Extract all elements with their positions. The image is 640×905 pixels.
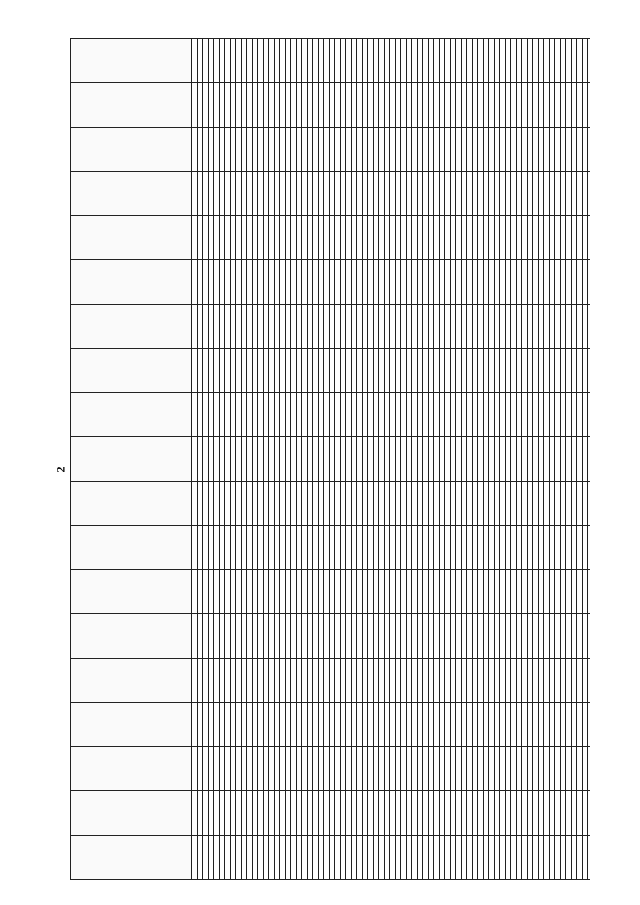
column-header	[71, 570, 192, 614]
column-header	[71, 658, 192, 702]
column-header	[71, 127, 192, 171]
table-cell	[588, 172, 591, 216]
table-cell	[588, 393, 591, 437]
table-cell	[588, 614, 591, 658]
table-cell	[588, 39, 591, 84]
column-header	[71, 614, 192, 658]
table-cell	[588, 349, 591, 393]
column-header	[71, 83, 192, 127]
table-cell	[588, 304, 591, 348]
column-header	[71, 393, 192, 437]
column-header	[71, 260, 192, 304]
column-header	[71, 216, 192, 260]
column-header	[71, 747, 192, 791]
column-header	[71, 304, 192, 348]
page-number: 2	[53, 466, 68, 473]
column-header	[71, 172, 192, 216]
table-cell	[588, 703, 591, 747]
table-cell	[588, 791, 591, 835]
column-header	[71, 481, 192, 525]
table-cell	[588, 658, 591, 702]
table-cell	[588, 216, 591, 260]
table-cell	[588, 437, 591, 481]
table-row	[588, 39, 591, 880]
column-header	[71, 39, 192, 84]
table-cell	[588, 127, 591, 171]
column-header	[71, 835, 192, 879]
table-body	[192, 39, 591, 880]
table-cell	[588, 835, 591, 879]
table-cell	[588, 570, 591, 614]
column-header	[71, 437, 192, 481]
table-cell	[588, 83, 591, 127]
table-cell	[588, 526, 591, 570]
table-cell	[588, 260, 591, 304]
column-header	[71, 791, 192, 835]
document-sheet	[70, 38, 590, 880]
column-header	[71, 703, 192, 747]
table-header-row	[71, 39, 192, 880]
data-table	[70, 38, 590, 880]
table-cell	[588, 747, 591, 791]
table-cell	[588, 481, 591, 525]
column-header	[71, 349, 192, 393]
column-header	[71, 526, 192, 570]
